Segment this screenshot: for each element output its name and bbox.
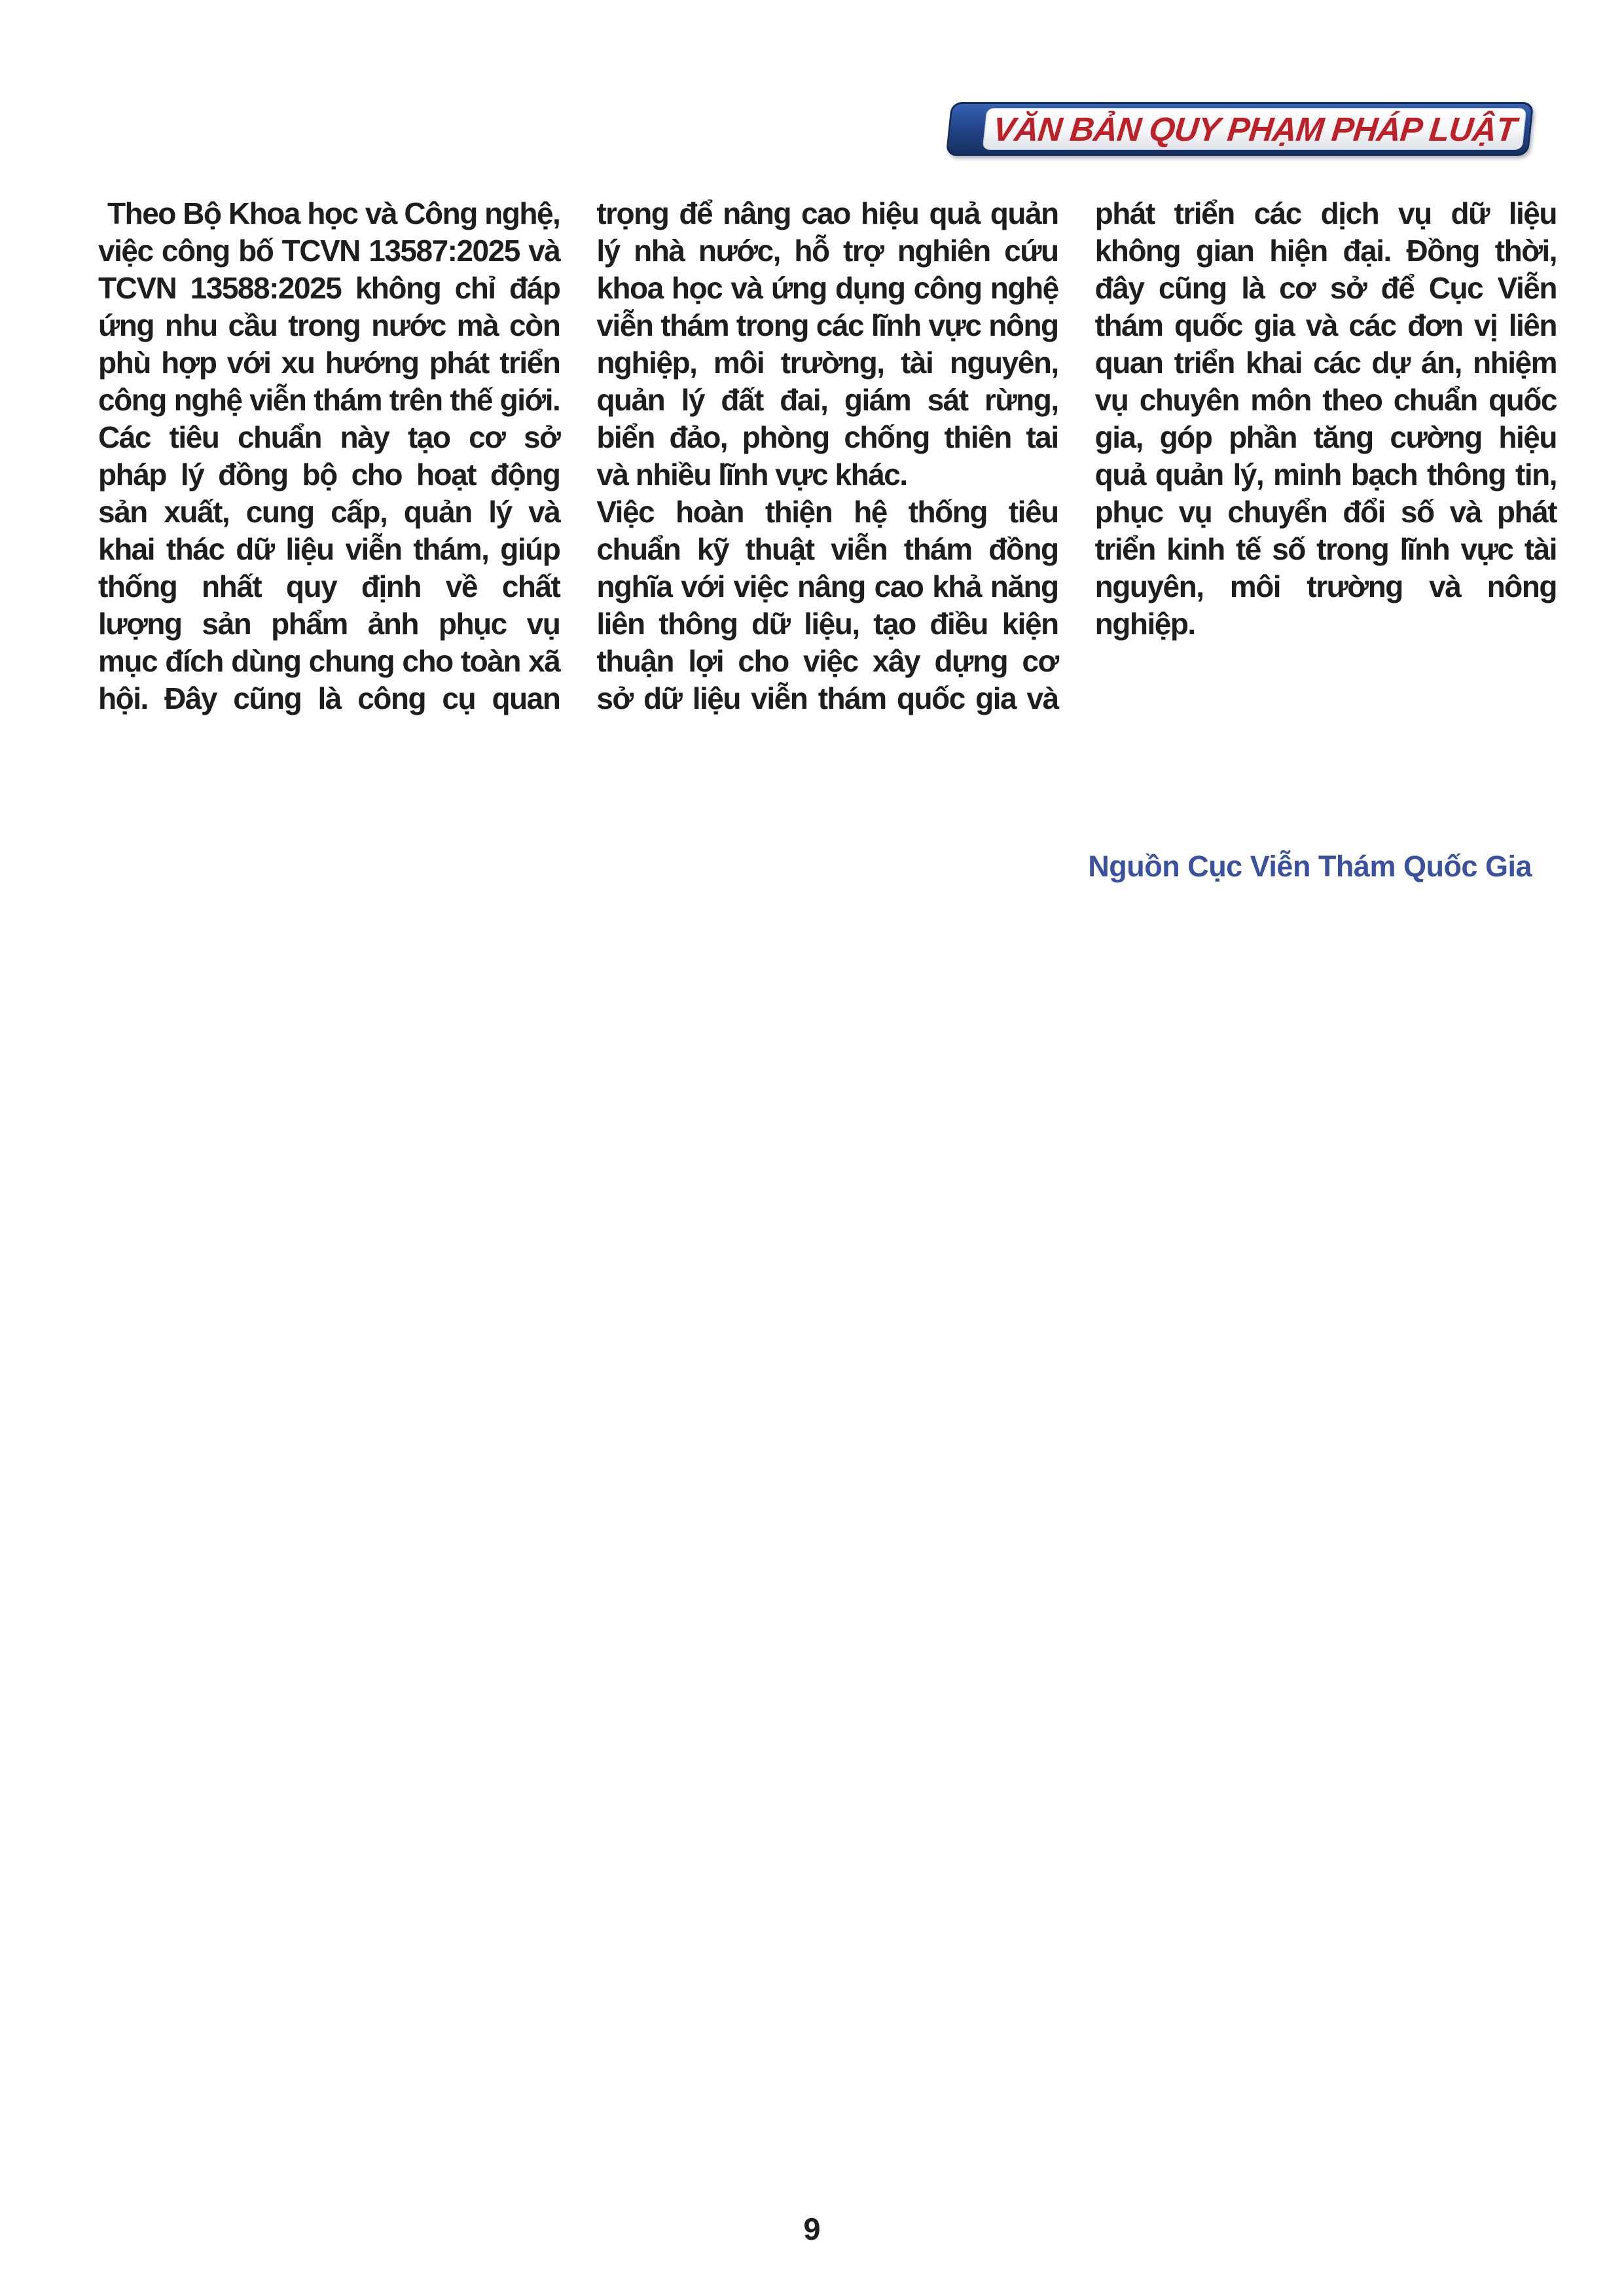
header-badge-panel (983, 108, 1527, 150)
header-badge (946, 102, 1534, 156)
page-number: 9 (803, 2212, 821, 2246)
article-paragraph-2: Việc hoàn thiện hệ thống tiêu chuẩn kỹ thuật viễn thám đồng nghĩa với việc nâng cao khả năng liên thông dữ liệu, tạo điều kiện thuận lợi cho việc xây dựng cơ sở dữ liệu viễn thám quốc gia và phát triển các dịch vụ dữ liệu không gian hiện đại. Đồng thời, đây cũng là cơ sở để Cục Viễn thám quốc gia và các đơn vị liên quan triển khai các dự án, nhiệm vụ chuyên môn theo chuẩn quốc gia, góp phần tăng cường hiệu quả quản lý, minh bạch thông tin, phục vụ chuyển đổi số và phát triển kinh tế số trong lĩnh vực tài nguyên, môi trường và nông nghiệp. (596, 196, 1557, 715)
source-attribution: Nguồn Cục Viễn Thám Quốc Gia (1088, 850, 1532, 883)
header-badge-label: VĂN BẢN QUY PHẠM PHÁP LUẬT (991, 110, 1518, 148)
article-paragraph-1: Theo Bộ Khoa học và Công nghệ, việc công bố TCVN 13587:2025 và TCVN 13588:2025 không chỉ đáp ứng nhu cầu trong nước mà còn phù hợp với xu hướng phát triển công nghệ viễn thám trên thế giới. Các tiêu chuẩn này tạo cơ sở pháp lý đồng bộ cho hoạt động sản xuất, cung cấp, quản lý và khai thác dữ liệu viễn thám, giúp thống nhất quy định về chất lượng sản phẩm ảnh phục vụ mục đích dùng chung cho toàn xã hội. Đây cũng là công cụ quan trọng để nâng cao hiệu quả quản lý nhà nước, hỗ trợ nghiên cứu khoa học và ứng dụng công nghệ viễn thám trong các lĩnh vực nông nghiệp, môi trường, tài nguyên, quản lý đất đai, giám sát rừng, biển đảo, phòng chống thiên tai và nhiều lĩnh vực khác. (98, 196, 1058, 715)
article-body (98, 195, 1557, 717)
